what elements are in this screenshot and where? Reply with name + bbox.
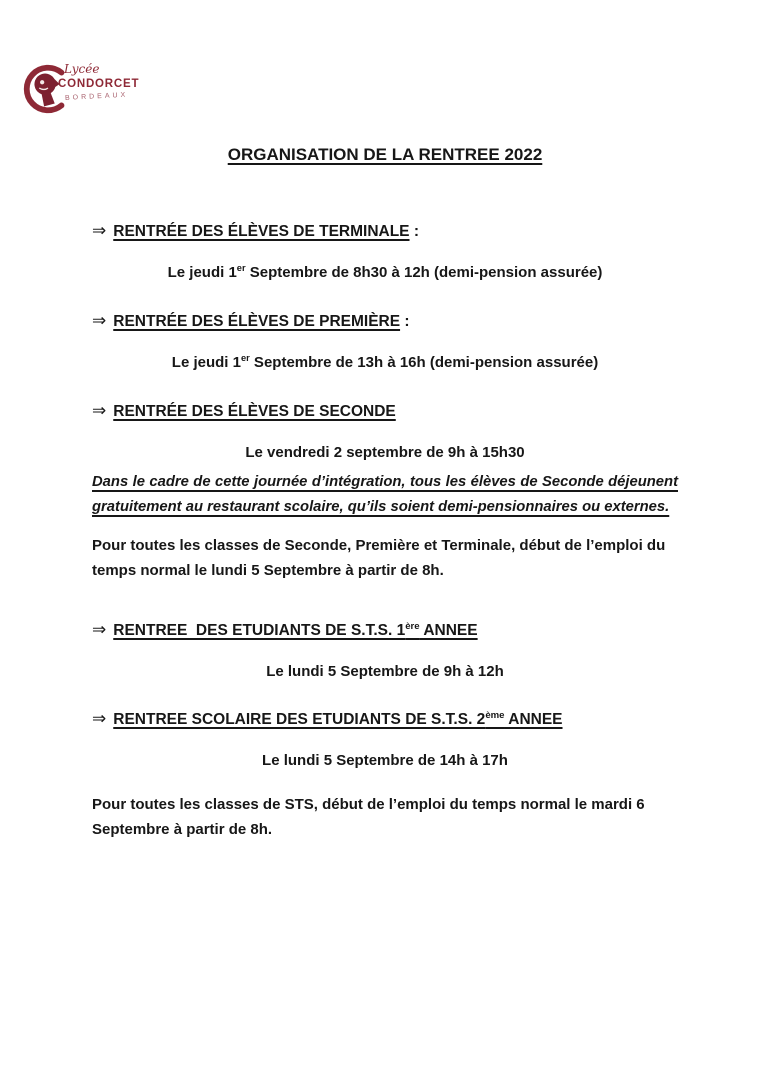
section-heading-premiere: ⇒ RENTRÉE DES ÉLÈVES DE PREMIÈRE :: [92, 311, 410, 330]
section-heading-seconde: ⇒ RENTRÉE DES ÉLÈVES DE SECONDE: [92, 401, 396, 420]
logo-condorcet-text: CONDORCET: [58, 78, 140, 90]
integration-note: Dans le cadre de cette journée d’intégration, tous les élèves de Seconde déjeunent gratuitement au restaurant scolaire, qu’ils soient demi-pensionnaires ou externes.: [92, 474, 678, 515]
section-detail-seconde: Le vendredi 2 septembre de 9h à 15h30: [245, 444, 525, 461]
double-arrow-icon: ⇒: [92, 709, 107, 728]
paragraph-lycee-schedule: Pour toutes les classes de Seconde, Première et Terminale, début de l’emploi du temps normal le lundi 5 Septembre à partir de 8h.: [92, 537, 666, 579]
logo-lycee-text: Lycée: [64, 62, 100, 76]
document-body: [0, 144, 768, 842]
double-arrow-icon: ⇒: [92, 620, 107, 639]
double-arrow-icon: ⇒: [92, 311, 107, 330]
section-heading-terminale: ⇒ RENTRÉE DES ÉLÈVES DE TERMINALE :: [92, 221, 419, 240]
section-detail-sts2: Le lundi 5 Septembre de 14h à 17h: [262, 752, 508, 769]
heading-colon: :: [400, 313, 410, 330]
section-heading-sts2: ⇒ RENTREE SCOLAIRE DES ETUDIANTS DE S.T.S. 2ème ANNEE: [92, 709, 563, 728]
section-detail-terminale: Le jeudi 1er Septembre de 8h30 à 12h (demi-pension assurée): [167, 263, 603, 281]
section-detail-sts1: Le lundi 5 Septembre de 9h à 12h: [266, 663, 504, 680]
double-arrow-icon: ⇒: [92, 221, 107, 240]
paragraph-sts-schedule: Pour toutes les classes de STS, début de l’emploi du temps normal le mardi 6 Septembre à partir de 8h.: [92, 796, 645, 838]
double-arrow-icon: ⇒: [92, 401, 107, 420]
logo-bordeaux-text: BORDEAUX: [64, 91, 129, 102]
page-title: ORGANISATION DE LA RENTREE 2022: [227, 145, 543, 164]
section-detail-premiere: Le jeudi 1er Septembre de 13h à 16h (demi-pension assurée): [171, 353, 599, 371]
section-heading-sts1: ⇒ RENTREE DES ETUDIANTS DE S.T.S. 1ère ANNEE: [92, 620, 478, 639]
heading-colon: :: [409, 223, 419, 240]
logo-text: [58, 62, 139, 100]
lycee-condorcet-logo: [18, 60, 208, 118]
